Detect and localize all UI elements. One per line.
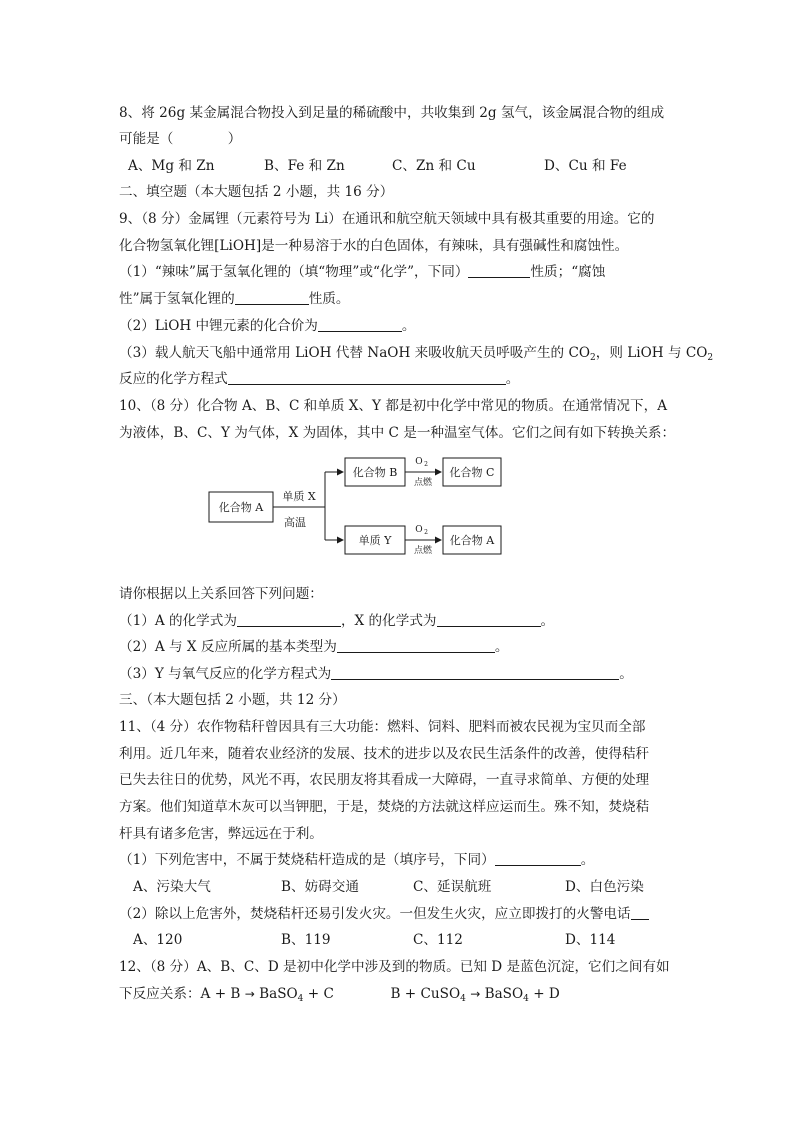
q11-p1-option-c: C、延误航班 (413, 879, 492, 895)
label-element-x: 单质 X (282, 490, 316, 503)
q9-line-1: 9、（8 分）金属锂（元素符号为 Li）在通讯和航空航天领域中具有极其重要的用途。它的 (119, 211, 655, 227)
subscript-4: 4 (460, 994, 466, 1004)
q11-line-2: 利用。近几年来，随着农业经济的发展、技术的进步以及农民生活条件的改善，使得秸秆 (119, 746, 650, 762)
reaction-arrow-icon: → (470, 987, 481, 1001)
q9-part-1-cont (119, 289, 349, 309)
q12-line-1: 12、（8 分）A、B、C、D 是初中化学中涉及到的物质。已知 D 是蓝色沉淀，它们之间有如 (119, 959, 670, 975)
label-o2-top-sub: 2 (424, 461, 428, 468)
q9-part-3-text-c: 反应的化学方程式 (119, 371, 228, 387)
answer-blank (337, 638, 495, 653)
q10-part-3 (119, 664, 633, 684)
q12-eq2-lhs: B + CuSO (390, 986, 461, 1002)
label-compound-c: 化合物 C (449, 466, 495, 479)
subscript-2: 2 (707, 353, 714, 363)
q11-part-1-options (133, 877, 693, 897)
q10-part-2 (119, 637, 508, 657)
subscript-4: 4 (523, 994, 529, 1004)
q8-option-c: C、Zn 和 Cu (392, 158, 476, 174)
q9-part-1-text-c: 性”属于氢氧化锂的 (119, 291, 235, 307)
answer-blank (495, 851, 581, 866)
answer-blank (235, 290, 309, 305)
q9-part-2-text-b: 。 (401, 318, 416, 334)
q9-part-2-text-a: （2）LiOH 中锂元素的化合价为 (119, 318, 318, 334)
q11-line-5: 杆具有诸多危害，弊远远在于利。 (119, 826, 323, 842)
subscript-2: 2 (590, 353, 596, 363)
q11-p1-option-b: B、妨碍交通 (281, 879, 359, 895)
q9-part-3-cont (119, 369, 519, 389)
q8-option-a: A、Mg 和 Zn (128, 158, 215, 174)
q9-part-3 (119, 343, 713, 368)
q10-part-2-text-a: （2）A 与 X 反应所属的基本类型为 (119, 639, 337, 655)
conversion-diagram (205, 450, 505, 562)
label-o2-bottom: O (415, 525, 423, 535)
q10-part-1 (119, 611, 554, 631)
reaction-arrow-icon: → (244, 987, 255, 1001)
label-high-temp: 高温 (284, 516, 306, 529)
q12-eq-lead: 下反应关系：A + B (119, 986, 245, 1002)
q9-part-1-text-a: （1）“辣味”属于氢氧化锂的（填“物理”或“化学”，下同） (119, 264, 469, 280)
subscript-4: 4 (297, 994, 304, 1004)
q9-part-3-text-d: 。 (505, 371, 520, 387)
q11-line-1: 11、（4 分）农作物秸秆曾因具有三大功能：燃料、饲料、肥料而被农民视为宝贝而全部 (119, 719, 646, 735)
q11-part-2 (119, 904, 649, 924)
q9-part-2 (119, 316, 415, 336)
q8-line-2: 可能是（ ） (119, 131, 242, 147)
section-3-title: 三、（本大题包括 2 小题，共 12 分） (119, 692, 346, 708)
q11-line-4: 方案。他们知道草木灰可以当钾肥，于是，焚烧的方法就这样应运而生。殊不知，焚烧秸 (119, 799, 650, 815)
label-compound-a-product: 化合物 A (449, 534, 495, 547)
label-o2-bottom-sub: 2 (424, 529, 428, 536)
q11-part-2-text: （2）除以上危害外，焚烧秸杆还易引发火灾。一但发生火灾，应立即拨打的火警电话 (119, 906, 631, 922)
q11-part-1-text-a: （1）下列危害中，不属于焚烧秸杆造成的是（填序号，下同） (119, 852, 495, 868)
q11-p1-option-a: A、污染大气 (133, 879, 211, 895)
q11-p2-option-a: A、120 (133, 932, 183, 948)
q9-part-1 (119, 262, 605, 282)
q11-p1-option-d: D、白色污染 (565, 879, 644, 895)
q9-part-3-text-b: ，则 LiOH 与 CO (595, 345, 708, 361)
answer-blank (228, 370, 506, 385)
answer-blank (468, 263, 530, 278)
q11-p2-option-b: B、119 (281, 932, 331, 948)
q9-line-2: 化合物氢氧化锂[LiOH]是一种易溶于水的白色固体，有辣味，具有强碱性和腐蚀性。 (119, 238, 629, 254)
answer-blank (331, 665, 619, 680)
q11-part-2-options (133, 930, 693, 950)
q11-line-3: 已失去往日的优势，风光不再，农民朋友将其看成一大障碍，一直寻求简单、方便的处理 (119, 772, 650, 788)
label-compound-a: 化合物 A (218, 501, 264, 514)
q10-part-1-text-a: （1）A 的化学式为 (119, 613, 237, 629)
q10-prompt: 请你根据以上关系回答下列问题： (119, 586, 323, 602)
label-o2-top: O (415, 457, 423, 467)
q10-line-2: 为液体，B、C、Y 为气体，X 为固体，其中 C 是一种温室气体。它们之间有如下转换关系： (119, 425, 676, 441)
q12-eq1-rhs-b: + C (303, 986, 334, 1002)
label-compound-b: 化合物 B (352, 466, 398, 479)
q10-part-1-text-c: 。 (540, 613, 555, 629)
answer-blank (318, 317, 402, 332)
label-element-y: 单质 Y (358, 534, 392, 547)
answer-blank (437, 612, 541, 627)
q10-part-3-text-b: 。 (619, 666, 633, 682)
q8-option-b: B、Fe 和 Zn (264, 158, 345, 174)
q11-part-1 (119, 850, 594, 870)
q12-equations (119, 984, 560, 1009)
q12-eq2-rhs-a: BaSO (480, 986, 524, 1002)
q8-options (128, 156, 688, 176)
q11-p2-option-d: D、114 (565, 932, 616, 948)
q10-part-3-text-a: （3）Y 与氧气反应的化学方程式为 (119, 666, 332, 682)
q11-part-1-text-b: 。 (580, 852, 595, 868)
q9-part-3-text-a: （3）载人航天飞船中通常用 LiOH 代替 NaOH 来吸收航天员呼吸产生的 CO (119, 345, 591, 361)
q11-p2-option-c: C、112 (413, 932, 463, 948)
answer-blank (237, 612, 341, 627)
q9-part-1-text-b: 性质；“腐蚀 (530, 264, 606, 280)
q8-line-1: 8、将 26g 某金属混合物投入到足量的稀硫酸中，共收集到 2g 氢气，该金属混合物的组成 (119, 105, 665, 121)
q10-line-1: 10、（8 分）化合物 A、B、C 和单质 X、Y 都是初中化学中常见的物质。在通常情况下，A (119, 398, 668, 414)
q10-part-2-text-b: 。 (494, 639, 509, 655)
q8-option-d: D、Cu 和 Fe (544, 158, 627, 174)
label-ignite-top: 点燃 (413, 478, 433, 488)
q9-part-1-text-d: 性质。 (308, 291, 350, 307)
q12-eq1-rhs-a: BaSO (254, 986, 298, 1002)
q12-eq2-rhs-b: + D (528, 986, 560, 1002)
answer-blank (631, 905, 649, 920)
label-ignite-bottom: 点燃 (413, 546, 433, 556)
q10-part-1-text-b: ，X 的化学式为 (340, 613, 437, 629)
section-2-title: 二、填空题（本大题包括 2 小题，共 16 分） (119, 184, 394, 200)
